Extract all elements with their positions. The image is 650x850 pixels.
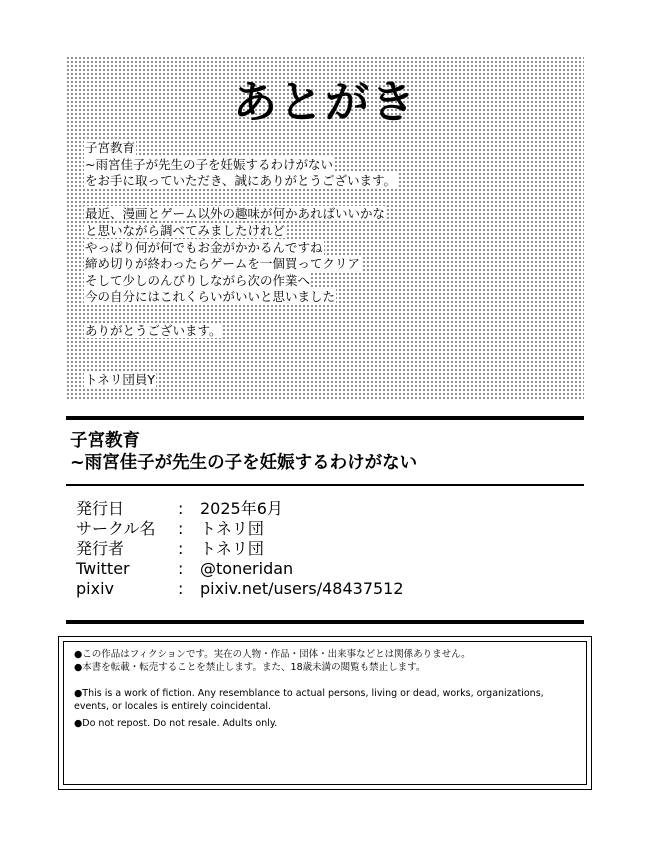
colophon-separator: : <box>178 579 184 598</box>
afterword-blank-line <box>84 339 574 372</box>
colophon-separator: : <box>178 519 184 538</box>
notice-en-fiction: ●This is a work of fiction. Any resemblance to actual persons, living or dead, works, organizations, events, or locales is entirely coincidental. <box>74 688 544 712</box>
colophon-label: 発行日 <box>76 499 125 518</box>
afterword-line: と思いながら調べてみましたけれど <box>85 222 286 238</box>
colophon-row-publisher <box>76 539 576 559</box>
notice-jp-fiction: ●この作品はフィクションです。実在の人物・作品・団体・出来事などとは関係ありません。 <box>74 649 471 660</box>
afterword-line: ~雨宮佳子が先生の子を妊娠するわけがない <box>85 156 333 172</box>
afterword-line: 子宮教育 <box>85 140 136 155</box>
afterword-line: ありがとうございます。 <box>85 322 222 338</box>
notice-jp-prohibit: ●本書を転載・転売することを禁止します。また、18歳未満の閲覧も禁止します。 <box>74 662 426 673</box>
colophon-label: pixiv <box>76 579 114 598</box>
divider-thin <box>66 484 584 486</box>
colophon-row-date <box>76 499 576 519</box>
colophon-label: 発行者 <box>76 539 125 558</box>
colophon-separator: : <box>178 559 184 578</box>
afterword-signature: トネリ団員Y <box>85 372 156 388</box>
divider-thick <box>66 416 584 420</box>
colophon-value: pixiv.net/users/48437512 <box>200 579 404 598</box>
colophon-value: トネリ団 <box>200 539 264 558</box>
colophon-separator: : <box>178 499 184 518</box>
colophon-value: トネリ団 <box>200 519 264 538</box>
notice-en-prohibit: ●Do not repost. Do not resale. Adults only. <box>74 718 278 729</box>
colophon-row-pixiv <box>76 579 576 599</box>
afterword-line: やっぱり何が何でもお金がかかるんですね <box>85 239 323 255</box>
colophon-separator: : <box>178 539 184 558</box>
colophon-label: Twitter <box>76 559 130 578</box>
afterword-line: をお手に取っていただき、誠にありがとうございます。 <box>85 173 397 189</box>
book-title-line2: ~雨宮佳子が先生の子を妊娠するわけがない <box>70 453 418 473</box>
book-title-line1: 子宮教育 <box>70 431 140 451</box>
afterword-line: 今の自分にはこれくらいがいいと思いました <box>85 289 336 305</box>
afterword-line: 最近、漫画とゲーム以外の趣味が何かあればいいかな <box>85 206 386 222</box>
afterword-panel <box>66 56 584 400</box>
colophon-row-circle <box>76 519 576 539</box>
notice-box-inner <box>63 641 587 785</box>
afterword-line: そして少しのんびりしながら次の作業へ <box>85 272 311 288</box>
notice-gap <box>74 674 576 687</box>
afterword-line: 締め切りが終わったらゲームを一個買ってクリア <box>85 256 360 272</box>
divider-thick <box>66 620 584 624</box>
colophon-label: サークル名 <box>76 519 156 538</box>
colophon-value: @toneridan <box>200 559 294 578</box>
afterword-blank-line <box>84 306 574 323</box>
notice-box <box>58 636 592 790</box>
afterword-blank-line <box>84 190 574 207</box>
colophon-row-twitter <box>76 559 576 579</box>
afterword-body <box>84 140 574 389</box>
book-title <box>70 430 580 474</box>
afterword-title: あとがき <box>233 77 417 128</box>
colophon <box>76 499 576 599</box>
colophon-value: 2025年6月 <box>200 499 283 518</box>
